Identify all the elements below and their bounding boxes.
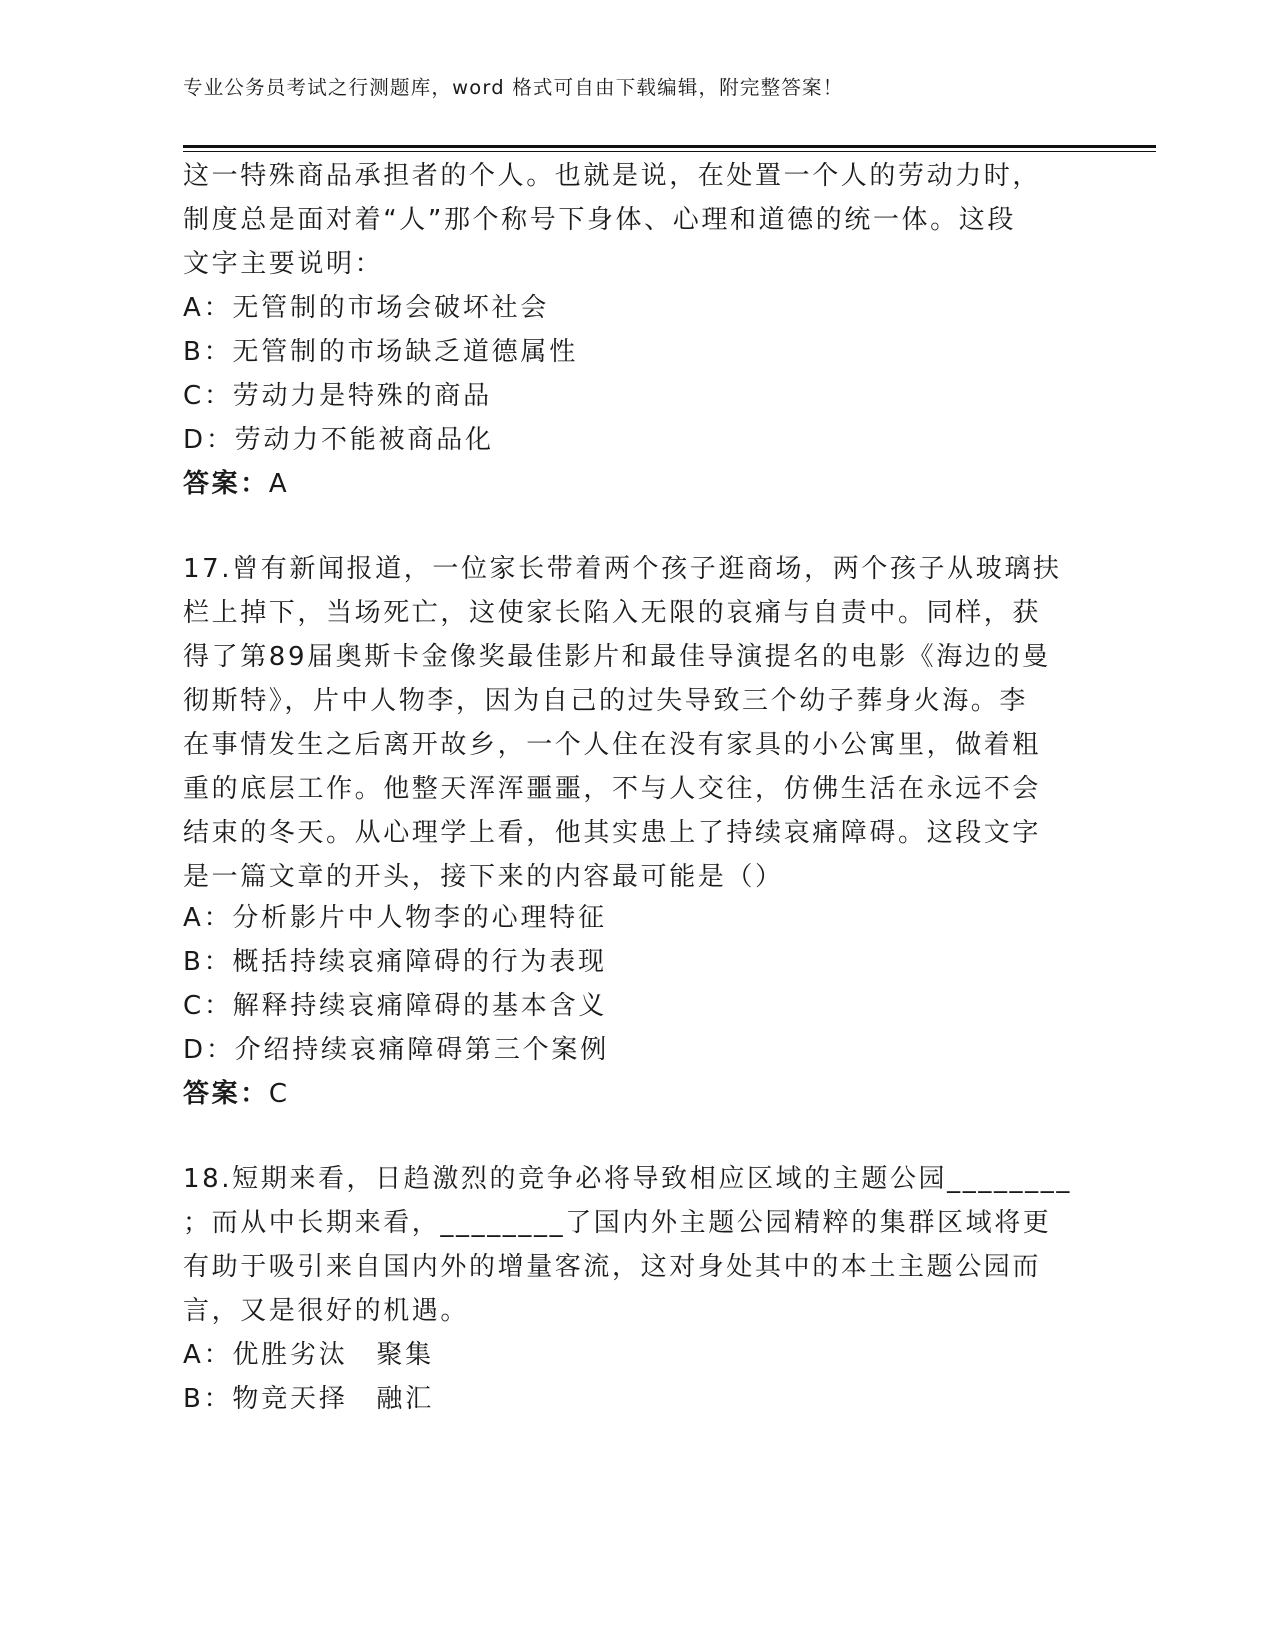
q18-line: 有助于吸引来自国内外的增量客流，这对身处其中的本土主题公园而 [183, 1252, 1042, 1282]
q17-line: 17.曾有新闻报道，一位家长带着两个孩子逛商场，两个孩子从玻璃扶 [183, 554, 1062, 584]
q17-line: 得了第89届奥斯卡金像奖最佳影片和最佳导演提名的电影《海边的曼 [183, 642, 1051, 672]
q17-line: 重的底层工作。他整天浑浑噩噩，不与人交往，仿佛生活在永远不会 [183, 774, 1042, 804]
q16-option-c: C：劳动力是特殊的商品 [183, 381, 492, 411]
q16-line: 文字主要说明： [183, 249, 384, 279]
q16-answer-value: A [268, 469, 290, 499]
q18-line: ；而从中长期来看，________了国内外主题公园精粹的集群区域将更 [183, 1208, 1052, 1238]
header-rule-thick [183, 145, 1156, 148]
q16-line: 制度总是面对着“人”那个称号下身体、心理和道德的统一体。这段 [183, 205, 1016, 235]
q18-option-a: A：优胜劣汰 聚集 [183, 1340, 434, 1370]
header-rule-thin [183, 151, 1156, 152]
q16-answer [183, 463, 289, 500]
q17-option-d: D：介绍持续哀痛障碍第三个案例 [183, 1035, 610, 1065]
q17-answer [183, 1073, 290, 1110]
page-header: 专业公务员考试之行测题库，word 格式可自由下载编辑，附完整答案！ [183, 76, 844, 99]
q17-option-b: B：概括持续哀痛障碍的行为表现 [183, 947, 607, 977]
q17-answer-label: 答案： [183, 1079, 269, 1109]
q17-line: 是一篇文章的开头，接下来的内容最可能是（） [183, 862, 784, 892]
q16-line: 这一特殊商品承担者的个人。也就是说，在处置一个人的劳动力时， [183, 161, 1042, 191]
q17-option-c: C：解释持续哀痛障碍的基本含义 [183, 991, 608, 1021]
q18-line: 言，又是很好的机遇。 [183, 1296, 470, 1326]
q16-option-d: D：劳动力不能被商品化 [183, 425, 494, 455]
q16-option-a: A：无管制的市场会破坏社会 [183, 293, 550, 323]
q18-option-b: B：物竞天择 融汇 [183, 1384, 435, 1414]
q17-line: 在事情发生之后离开故乡，一个人住在没有家具的小公寓里，做着粗 [183, 730, 1042, 760]
q17-answer-value: C [268, 1079, 290, 1109]
q17-line: 彻斯特》，片中人物李，因为自己的过失导致三个幼子葬身火海。李 [183, 686, 1029, 716]
q17-line: 结束的冬天。从心理学上看，他其实患上了持续哀痛障碍。这段文字 [183, 818, 1042, 848]
q17-line: 栏上掉下，当场死亡，这使家长陷入无限的哀痛与自责中。同样，获 [183, 598, 1042, 628]
q17-option-a: A：分析影片中人物李的心理特征 [183, 903, 607, 933]
q16-option-b: B：无管制的市场缺乏道德属性 [183, 337, 579, 367]
q18-line: 18.短期来看，日趋激烈的竞争必将导致相应区域的主题公园________ [183, 1164, 1072, 1194]
q16-answer-label: 答案： [183, 469, 269, 499]
